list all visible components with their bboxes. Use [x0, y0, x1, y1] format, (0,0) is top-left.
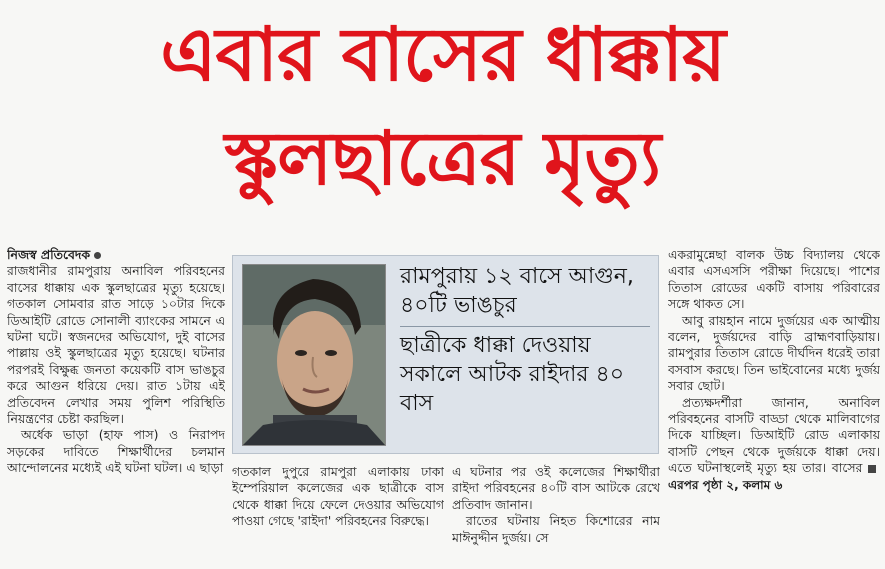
bullet-icon: [94, 252, 101, 259]
paragraph: রাজধানীর রামপুরায় অনাবিল পরিবহনের বাসের ধাক্কায় এক স্কুলছাত্রের মৃত্যু হয়েছে। গতকাল সোমবার রাত সাড়ে ১০টার দিকে ডিআইটি রোডে সোনালী ব্যাংকের সামনে এ ঘটনা ঘটে। স্বজনদের অভিযোগ, দুই বাসের পাল্লায় ওই স্কুলছাত্রের মৃত্যু হয়েছে। ঘটনার পরপরই বিক্ষুব্ধ জনতা কয়েকটি বাস ভাঙচুর করে আগুন ধরিয়ে দেয়। রাত ১টায় এই প্রতিবেদন লেখার সময় পুলিশ পরিস্থিতি নিয়ন্ত্রণের চেষ্টা করছিল।: [7, 263, 225, 427]
paragraph-text: প্রত্যক্ষদর্শীরা জানান, অনাবিল পরিবহনের বাসটি বাড্ডা থেকে মালিবাগের দিকে যাচ্ছিল। ডিআইটি রোড এলাকায় বাসটি পেছন থেকে দুর্জয়কে ধাক্কা দেয়। এতে ঘটনাস্থলেই মৃত্যু হয় তার। বাসের: [668, 394, 880, 476]
headline-line-1: এবার বাসের ধাক্কায়: [160, 12, 725, 98]
paragraph: আবু রায়হান নামে দুর্জয়ের এক আত্মীয় বলেন, দুর্জয়দের বাড়ি ব্রাহ্মণবাড়িয়ায়। রামপুরার তিতাস রোডে দীর্ঘদিন ধরেই তারা বসবাস করছে। তিন ভাইবোনের মধ্যে দুর্জয় সবার ছোট।: [668, 312, 880, 394]
portrait-illustration: [243, 265, 385, 445]
paragraph: অর্ধেক ভাড়া (হাফ পাস) ও নিরাপদ সড়কের দাবিতে শিক্ষার্থীদের চলমান আন্দোলনের মধ্যেই এই ঘটনা ঘটল। এ ছাড়া: [7, 427, 225, 476]
victim-photo: [242, 264, 386, 446]
deck-headline-2: ছাত্রীকে ধাক্কা দেওয়ায় সকালে আটক রাইদার ৪০ বাস: [400, 333, 625, 416]
byline: [7, 247, 225, 263]
paragraph: রাতের ঘটনায় নিহত কিশোরের নাম মাঈনুদ্দীন দুর্জয়। সে: [452, 513, 660, 545]
article-column-4: [668, 247, 880, 565]
byline-text: নিজস্ব প্রতিবেদক: [7, 247, 91, 262]
article-column-2: [232, 464, 444, 566]
paragraph: একরামুন্নেছা বালক উচ্চ বিদ্যালয় থেকে এবার এসএসসি পরীক্ষা দিয়েছে। পাশের তিতাস রোডের একটি বাসায় পরিবারের সঙ্গে থাকত সে।: [668, 247, 880, 312]
article-column-3: [452, 464, 660, 566]
headline-line-2: স্কুলছাত্রের মৃত্যু: [224, 116, 661, 202]
deck-headlines: [400, 262, 650, 418]
paragraph: এ ঘটনার পর ওই কলেজের শিক্ষার্থীরা রাইদা পরিবহনের ৪০টি বাস আটকে রেখে প্রতিবাদ জানান।: [452, 464, 660, 512]
paragraph: [668, 395, 880, 493]
square-bullet-icon: [868, 465, 876, 473]
jump-text: এরপর পৃষ্ঠা ২, কলাম ৬: [668, 477, 783, 492]
article-column-1: [7, 247, 225, 565]
deck-headline-1: রামপুরায় ১২ বাসে আগুন, ৪০টি ভাঙচুর: [400, 262, 650, 327]
paragraph: গতকাল দুপুরে রামপুরা এলাকায় ঢাকা ইম্পেরিয়াল কলেজের এক ছাত্রীকে বাস থেকে ধাক্কা দিয়ে ফেলে দেওয়ার অভিযোগ পাওয়া গেছে 'রাইদা' পরিবহনের বিরুদ্ধে।: [232, 464, 444, 529]
